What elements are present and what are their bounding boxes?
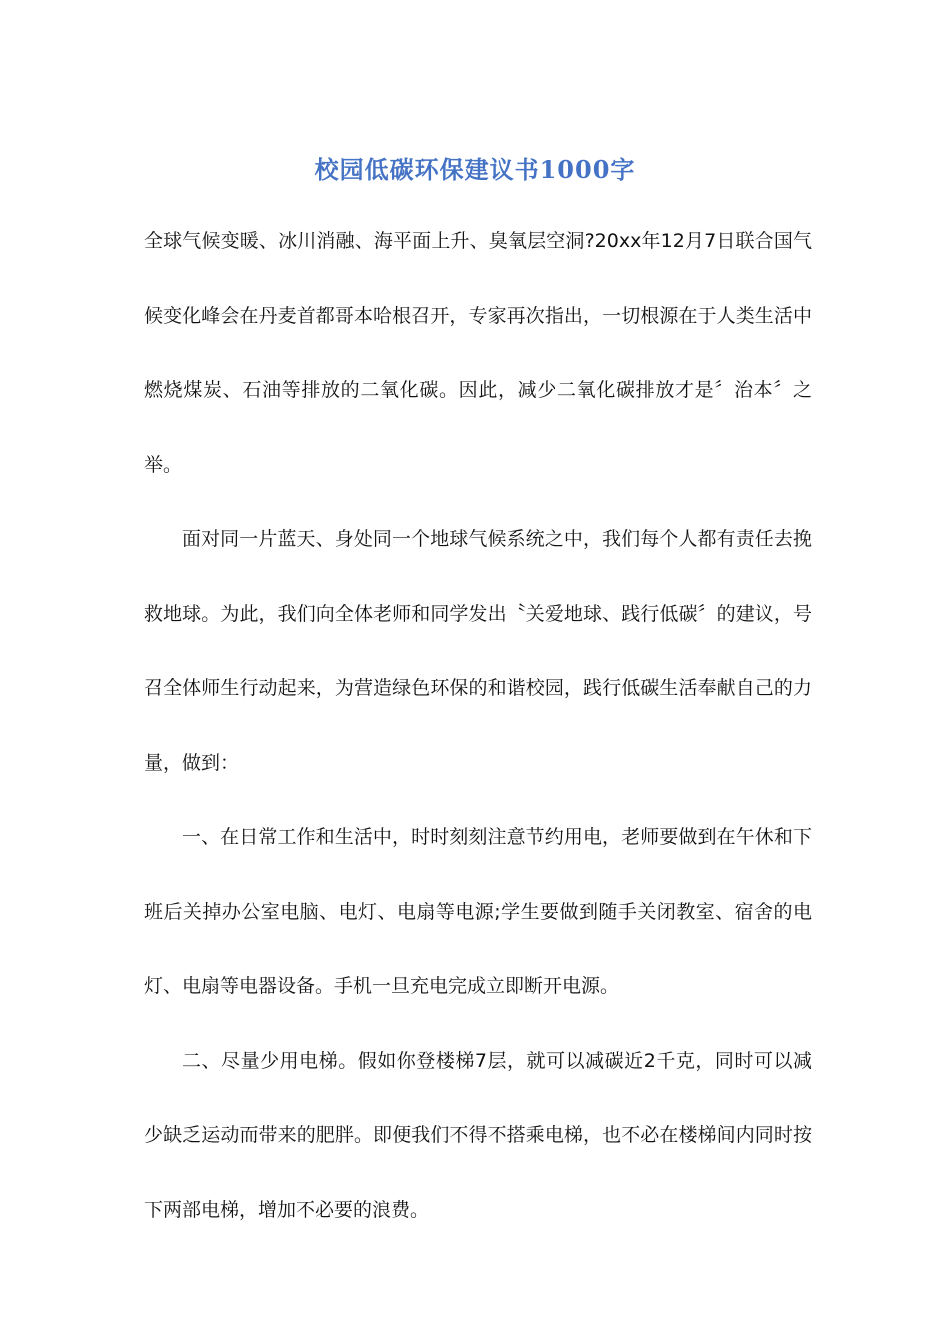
paragraph-4: 二、尽量少用电梯。假如你登楼梯7层，就可以减碳近2千克，同时可以减少缺乏运动而带来的肥胖。即便我们不得不搭乘电梯，也不必在楼梯间内同时按下两部电梯，增加不必要的浪费。	[144, 1049, 812, 1221]
document-title: 校园低碳环保建议书1000字	[314, 155, 636, 184]
paragraph-2: 面对同一片蓝天、身处同一个地球气候系统之中，我们每个人都有责任去挽救地球。为此，我们向全体老师和同学发出〝关爱地球、践行低碳〞的建议，号召全体师生行动起来，为营造绿色环保的和谐校园，践行低碳生活奉献自己的力量，做到：	[144, 528, 812, 774]
document-body	[144, 204, 812, 1247]
paragraph-1: 全球气候变暖、冰川消融、海平面上升、臭氧层空洞?20xx年12月7日联合国气候变化峰会在丹麦首都哥本哈根召开，专家再次指出，一切根源在于人类生活中燃烧煤炭、石油等排放的二氧化碳。因此，减少二氧化碳排放才是〞治本〞之举。	[144, 230, 812, 476]
paragraph-3: 一、在日常工作和生活中，时时刻刻注意节约用电，老师要做到在午休和下班后关掉办公室电脑、电灯、电扇等电源;学生要做到随手关闭教室、宿舍的电灯、电扇等电器设备。手机一旦充电完成立即断开电源。	[144, 826, 812, 997]
